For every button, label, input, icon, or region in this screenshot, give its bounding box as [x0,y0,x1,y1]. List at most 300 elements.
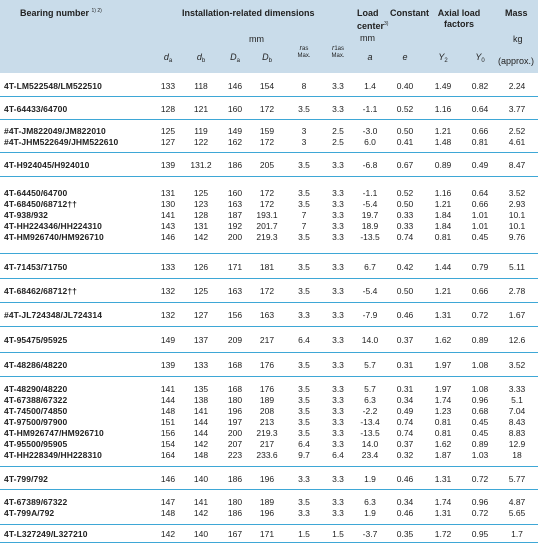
table-row [0,360,538,371]
r1as-cell: 2.5 [332,137,344,147]
ras-cell: 6.4 [298,439,310,449]
mass-cell: 8.47 [508,160,526,170]
db-cell: 141 [193,406,209,416]
bearing-number-cell: 4T-67389/67322 [4,497,68,507]
r1as-cell: 3.3 [332,335,344,345]
r1as-cell: 3.3 [332,104,344,114]
Y2-cell: 1.84 [434,221,452,231]
r1as-cell: 1.5 [332,529,344,539]
Da-cell: 160 [227,104,243,114]
da-cell: 125 [160,126,176,136]
table-row [0,104,538,115]
col-Da: $D_a$ [230,52,240,64]
e-cell: 0.34 [396,497,414,507]
Da-cell: 149 [227,126,243,136]
col-Y2: $Y_2$ [438,52,448,64]
mass-cell: 3.52 [508,188,526,198]
bearing-number-cell: 4T-97500/97900 [4,417,68,427]
e-cell: 0.33 [396,210,414,220]
Da-cell: 171 [227,262,243,272]
db-cell: 135 [193,384,209,394]
load-center-cell: 5.7 [364,384,376,394]
table-row [0,160,538,171]
table-row [0,210,538,221]
db-cell: 131.2 [190,160,212,170]
da-cell: 154 [160,439,176,449]
Db-cell: 172 [259,188,275,198]
da-cell: 130 [160,199,176,209]
db-cell: 128 [193,210,209,220]
Da-cell: 187 [227,210,243,220]
db-cell: 141 [193,497,209,507]
installation-unit: mm [249,34,264,44]
bearing-number-cell: 4T-938/932 [4,210,49,220]
row-group [0,74,538,97]
Y2-cell: 0.81 [434,428,452,438]
load-center-cell: -2.2 [362,406,378,416]
e-cell: 0.33 [396,221,414,231]
Y2-cell: 1.31 [434,310,452,320]
r1as-cell: 3.3 [332,439,344,449]
mass-cell: 3.77 [508,104,526,114]
mass-cell: 3.33 [508,384,526,394]
Y0-cell: 0.66 [471,286,489,296]
Y0-cell: 0.64 [471,104,489,114]
bearing-number-cell: 4T-HH224346/HH224310 [4,221,102,231]
Da-cell: 186 [227,474,243,484]
table-row [0,137,538,148]
col-r1as: r1as Max. [331,45,345,59]
da-cell: 133 [160,81,176,91]
Da-cell: 163 [227,286,243,296]
mass-cell: 12.6 [508,335,526,345]
r1as-cell: 3.3 [332,210,344,220]
mass-cell: 5.77 [508,474,526,484]
e-cell: 0.52 [396,104,414,114]
load-center-cell: -1.1 [362,188,378,198]
db-cell: 126 [193,262,209,272]
Db-cell: 213 [259,417,275,427]
db-cell: 137 [193,335,209,345]
mass-cell: 2.93 [508,199,526,209]
mass-cell: 18 [512,450,522,460]
Da-cell: 168 [227,384,243,394]
Y0-cell: 0.89 [471,335,489,345]
Y0-cell: 0.72 [471,310,489,320]
col-Db: $D_b$ [262,52,272,64]
mass-cell: 2.78 [508,286,526,296]
bearing-number-cell: 4T-64450/64700 [4,188,68,198]
da-cell: 148 [160,508,176,518]
load-center-cell: -1.1 [362,104,378,114]
da-cell: 141 [160,210,176,220]
Y2-cell: 1.21 [434,126,452,136]
Y0-cell: 1.01 [471,221,489,231]
ras-cell: 3.5 [298,160,310,170]
row-group [0,279,538,303]
db-cell: 122 [193,137,209,147]
table-row [0,474,538,485]
load-center-cell: 14.0 [361,439,379,449]
Db-cell: 172 [259,286,275,296]
Db-cell: 163 [259,310,275,320]
load-center-cell: 6.0 [364,137,376,147]
load-center-cell: 18.9 [361,221,379,231]
bearing-number-cell: 4T-799A/792 [4,508,55,518]
Db-cell: 196 [259,474,275,484]
bearing-number-cell: 4T-HH228349/HH228310 [4,450,102,460]
r1as-cell: 3.3 [332,160,344,170]
ras-cell: 3.5 [298,262,310,272]
table-row [0,188,538,199]
Da-cell: 223 [227,450,243,460]
bearing-number-cell: 4T-64433/64700 [4,104,68,114]
db-cell: 142 [193,232,209,242]
bearing-number-cell: 4T-HM926740/HM926710 [4,232,104,242]
load-center-cell: 1.9 [364,508,376,518]
mass-cell: 1.67 [508,310,526,320]
Y2-cell: 1.74 [434,497,452,507]
load-center-cell: 6.3 [364,497,376,507]
load-center-cell: 19.7 [361,210,379,220]
table-row [0,406,538,417]
r1as-cell: 3.3 [332,81,344,91]
ras-cell: 3.5 [298,384,310,394]
Da-cell: 160 [227,188,243,198]
Y0-cell: 0.66 [471,126,489,136]
Da-cell: 197 [227,417,243,427]
Db-cell: 189 [259,497,275,507]
bearing-number-cell: 4T-HM926747/HM926710 [4,428,104,438]
Y0-cell: 0.68 [471,406,489,416]
bearing-number-cell: 4T-L327249/L327210 [4,529,88,539]
ras-cell: 3.3 [298,474,310,484]
row-group [0,120,538,153]
Y2-cell: 0.81 [434,232,452,242]
row-group [0,525,538,543]
Y0-cell: 1.08 [471,384,489,394]
Db-cell: 171 [259,529,275,539]
Y2-cell: 1.84 [434,210,452,220]
bearing-number-cell: 4T-48290/48220 [4,384,68,394]
Da-cell: 186 [227,160,243,170]
db-cell: 131 [193,221,209,231]
table-header [0,0,538,73]
Da-cell: 209 [227,335,243,345]
r1as-cell: 3.3 [332,417,344,427]
mass-cell: 9.76 [508,232,526,242]
da-cell: 164 [160,450,176,460]
table-row [0,221,538,232]
ras-cell: 3.3 [298,310,310,320]
db-cell: 142 [193,439,209,449]
ras-cell: 7 [301,210,307,220]
ras-cell: 6.4 [298,335,310,345]
ras-cell: 3.5 [298,406,310,416]
ras-cell: 3.5 [298,428,310,438]
constant-header: Constant [390,8,429,18]
e-cell: 0.46 [396,508,414,518]
e-cell: 0.46 [396,474,414,484]
ras-cell: 3.5 [298,360,310,370]
row-group [0,377,538,467]
Y0-cell: 0.49 [471,160,489,170]
Db-cell: 154 [259,81,275,91]
Y2-cell: 1.16 [434,104,452,114]
db-cell: 138 [193,395,209,405]
da-cell: 128 [160,104,176,114]
Y2-cell: 1.97 [434,384,452,394]
Da-cell: 168 [227,360,243,370]
da-cell: 139 [160,160,176,170]
ras-cell: 3.3 [298,508,310,518]
Y2-cell: 1.44 [434,262,452,272]
Da-cell: 200 [227,232,243,242]
ras-cell: 7 [301,221,307,231]
mass-cell: 7.04 [508,406,526,416]
e-cell: 0.37 [396,335,414,345]
da-cell: 149 [160,335,176,345]
mass-cell: 10.1 [508,221,526,231]
db-cell: 144 [193,417,209,427]
r1as-cell: 3.3 [332,497,344,507]
table-row [0,335,538,346]
da-cell: 146 [160,474,176,484]
db-cell: 123 [193,199,209,209]
da-cell: 151 [160,417,176,427]
bearing-number-cell: 4T-H924045/H924010 [4,160,90,170]
Da-cell: 146 [227,81,243,91]
load-center-unit: mm [360,33,375,43]
ras-cell: 3.5 [298,188,310,198]
Da-cell: 192 [227,221,243,231]
Da-cell: 162 [227,137,243,147]
Y0-cell: 1.08 [471,360,489,370]
Db-cell: 176 [259,384,275,394]
e-cell: 0.42 [396,262,414,272]
e-cell: 0.50 [396,199,414,209]
Y2-cell: 1.62 [434,439,452,449]
mass-unit: kg [513,34,523,44]
load-center-cell: -3.0 [362,126,378,136]
Da-cell: 207 [227,439,243,449]
mass-cell: 5.1 [511,395,523,405]
da-cell: 132 [160,310,176,320]
da-cell: 139 [160,360,176,370]
Db-cell: 208 [259,406,275,416]
bearing-number-cell: 4T-95500/95905 [4,439,68,449]
ras-cell: 1.5 [298,529,310,539]
row-group [0,353,538,377]
Da-cell: 180 [227,395,243,405]
load-center-cell: 5.7 [364,360,376,370]
r1as-cell: 6.4 [332,450,344,460]
bearing-number-cell: #4T-JHM522649/JHM522610 [4,137,119,147]
Db-cell: 159 [259,126,275,136]
e-cell: 0.46 [396,310,414,320]
load-center-cell: 1.4 [364,81,376,91]
e-cell: 0.35 [396,529,414,539]
db-cell: 118 [194,81,208,91]
Db-cell: 193.1 [256,210,278,220]
mass-cell: 10.1 [508,210,526,220]
da-cell: 143 [160,221,176,231]
Y2-cell: 1.62 [434,335,452,345]
mass-cell: 1.7 [511,529,523,539]
Da-cell: 163 [227,199,243,209]
Y2-cell: 0.81 [434,417,452,427]
bearing-number-cell: 4T-799/792 [4,474,49,484]
db-cell: 133 [193,360,209,370]
Y2-cell: 1.16 [434,188,452,198]
r1as-cell: 3.3 [332,395,344,405]
e-cell: 0.37 [396,439,414,449]
row-group [0,303,538,327]
db-cell: 121 [193,104,209,114]
ras-cell: 3.5 [298,104,310,114]
bearing-number-cell: 4T-68450/68712†† [4,199,77,209]
Db-cell: 181 [259,262,275,272]
col-Y0: $Y_0$ [475,52,485,64]
Da-cell: 167 [227,529,243,539]
da-cell: 132 [160,286,176,296]
e-cell: 0.31 [396,384,414,394]
load-center-cell: -13.5 [360,232,380,242]
col-da: $d_a$ [163,52,173,64]
ras-cell: 3 [301,126,307,136]
mass-cell: 2.52 [508,126,526,136]
Y2-cell: 1.48 [434,137,452,147]
Y0-cell: 0.45 [471,428,489,438]
db-cell: 119 [194,126,208,136]
r1as-cell: 3.3 [332,286,344,296]
db-cell: 140 [193,474,209,484]
table-row [0,384,538,395]
mass-cell: 4.61 [508,137,526,147]
Y0-cell: 0.81 [471,137,489,147]
ras-cell: 3.5 [298,395,310,405]
ras-cell: 3.5 [298,497,310,507]
Db-cell: 201.7 [256,221,278,231]
Db-cell: 189 [259,395,275,405]
r1as-cell: 3.3 [332,262,344,272]
Y0-cell: 0.72 [471,474,489,484]
da-cell: 133 [160,262,176,272]
table-row [0,450,538,461]
installation-dimensions-header: Installation-related dimensions [182,8,315,18]
r1as-cell: 3.3 [332,199,344,209]
table-row [0,417,538,428]
row-group [0,490,538,525]
table-row [0,428,538,439]
Y0-cell: 0.66 [471,199,489,209]
row-group [0,153,538,177]
e-cell: 0.50 [396,126,414,136]
load-center-header: Load center$^{3)}$ [357,8,389,31]
load-center-cell: 1.9 [364,474,376,484]
Y2-cell: 1.31 [434,508,452,518]
Db-cell: 219.3 [256,232,278,242]
Y2-cell: 1.87 [434,450,452,460]
db-cell: 125 [193,286,209,296]
Y0-cell: 0.82 [471,81,489,91]
e-cell: 0.32 [396,450,414,460]
r1as-cell: 3.3 [332,474,344,484]
load-center-cell: -5.4 [362,286,378,296]
r1as-cell: 3.3 [332,384,344,394]
Y0-cell: 0.96 [471,497,489,507]
load-center-cell: -7.9 [362,310,378,320]
ras-cell: 3.5 [298,232,310,242]
bearing-number-cell: 4T-48286/48220 [4,360,68,370]
Da-cell: 186 [227,508,243,518]
ras-cell: 3.5 [298,286,310,296]
table-row [0,529,538,540]
da-cell: 144 [160,395,176,405]
col-mass-approx: (approx.) [498,56,535,66]
table-row [0,262,538,273]
Y2-cell: 1.23 [434,406,452,416]
Y0-cell: 0.72 [471,508,489,518]
bearing-number-header: Bearing number $^{1) 2)}$ [20,8,102,18]
Da-cell: 156 [227,310,243,320]
bearing-number-cell: #4T-JL724348/JL724314 [4,310,103,320]
row-group [0,254,538,279]
r1as-cell: 3.3 [332,188,344,198]
load-center-cell: -13.4 [360,417,380,427]
Db-cell: 217 [259,335,275,345]
col-ras: ras Max. [297,45,311,59]
Y0-cell: 0.45 [471,232,489,242]
mass-cell: 5.65 [508,508,526,518]
Y2-cell: 1.72 [434,529,452,539]
Y2-cell: 1.21 [434,199,452,209]
mass-cell: 8.43 [508,417,526,427]
r1as-cell: 3.3 [332,360,344,370]
db-cell: 144 [193,428,209,438]
load-center-cell: -5.4 [362,199,378,209]
da-cell: 127 [160,137,176,147]
Y0-cell: 1.03 [471,450,489,460]
Y0-cell: 0.79 [471,262,489,272]
table-row [0,232,538,243]
table-row [0,126,538,137]
Y2-cell: 1.97 [434,360,452,370]
e-cell: 0.67 [396,160,414,170]
db-cell: 148 [193,450,209,460]
mass-cell: 4.87 [508,497,526,507]
db-cell: 140 [193,529,209,539]
e-cell: 0.31 [396,360,414,370]
mass-cell: 3.52 [508,360,526,370]
e-cell: 0.50 [396,286,414,296]
mass-cell: 8.83 [508,428,526,438]
load-center-cell: 23.4 [361,450,379,460]
r1as-cell: 3.3 [332,232,344,242]
bearing-number-cell: 4T-95475/95925 [4,335,68,345]
Db-cell: 205 [259,160,275,170]
ras-cell: 9.7 [298,450,310,460]
bearing-number-cell: 4T-74500/74850 [4,406,68,416]
load-center-cell: -3.7 [362,529,378,539]
row-group [0,327,538,353]
da-cell: 146 [160,232,176,242]
table-row [0,508,538,519]
Db-cell: 196 [259,508,275,518]
e-cell: 0.49 [396,406,414,416]
Y0-cell: 0.45 [471,417,489,427]
Da-cell: 180 [227,497,243,507]
